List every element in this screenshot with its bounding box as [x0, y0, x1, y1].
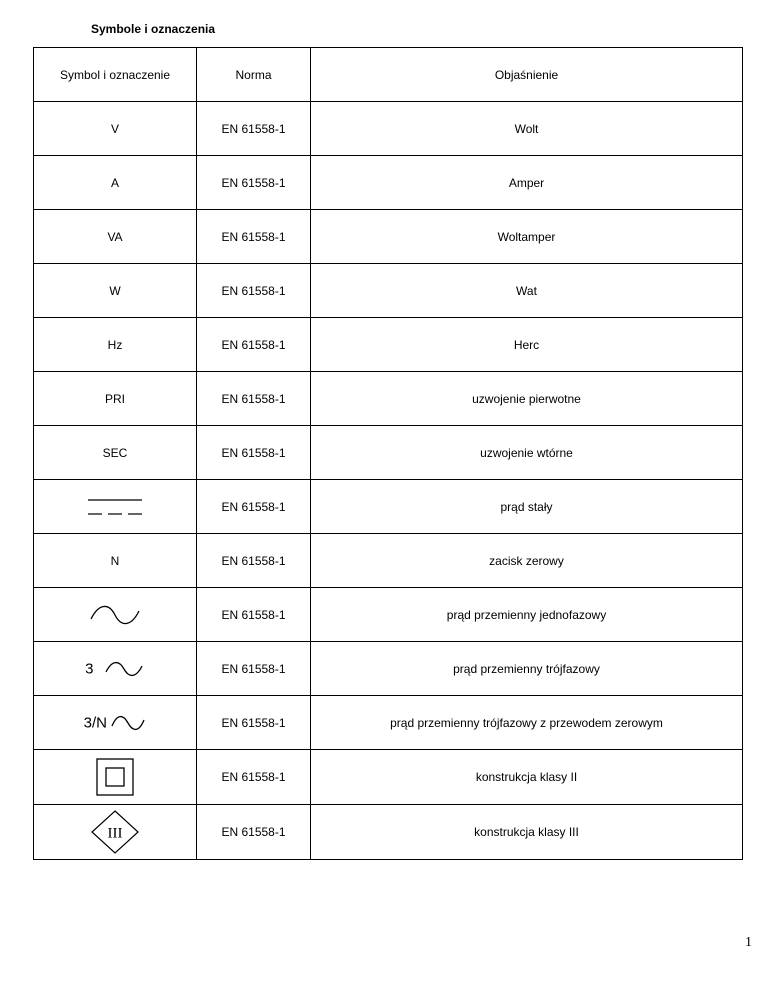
symbol-cell [34, 588, 197, 642]
symbol-cell [34, 805, 197, 860]
symbol-cell [34, 534, 197, 588]
class-iii-diamond-icon [90, 809, 140, 855]
symbol-cell [34, 480, 197, 534]
table-row [34, 426, 743, 480]
page-number: 1 [745, 935, 752, 950]
norm-cell: EN 61558-1 [197, 480, 311, 534]
header-symbol: Symbol i oznaczenie [34, 48, 197, 102]
norm-cell: EN 61558-1 [197, 426, 311, 480]
description-cell: uzwojenie pierwotne [311, 372, 743, 426]
symbol-cell [34, 102, 197, 156]
description-cell: prąd stały [311, 480, 743, 534]
symbol-cell [34, 750, 197, 805]
table-row [34, 156, 743, 210]
symbol-text: VA [107, 229, 123, 244]
norm-cell: EN 61558-1 [197, 750, 311, 805]
symbol-text: N [110, 553, 120, 568]
ac-sine-icon [103, 658, 145, 680]
symbol-cell [34, 372, 197, 426]
norm-cell: EN 61558-1 [197, 156, 311, 210]
description-cell: Wat [311, 264, 743, 318]
norm-cell: EN 61558-1 [197, 318, 311, 372]
symbol-text: Hz [107, 337, 123, 352]
norm-cell: EN 61558-1 [197, 372, 311, 426]
description-cell: Amper [311, 156, 743, 210]
header-description: Objaśnienie [311, 48, 743, 102]
norm-cell: EN 61558-1 [197, 642, 311, 696]
description-cell: konstrukcja klasy II [311, 750, 743, 805]
table-row [34, 102, 743, 156]
norm-cell: EN 61558-1 [197, 264, 311, 318]
symbol-cell [34, 426, 197, 480]
description-cell: prąd przemienny trójfazowy z przewodem zerowym [311, 696, 743, 750]
class-ii-icon [95, 757, 135, 797]
description-cell: konstrukcja klasy III [311, 805, 743, 860]
description-cell: prąd przemienny jednofazowy [311, 588, 743, 642]
norm-cell: EN 61558-1 [197, 588, 311, 642]
symbol-text: V [110, 121, 119, 136]
norm-cell: EN 61558-1 [197, 534, 311, 588]
description-cell: zacisk zerowy [311, 534, 743, 588]
symbol-cell [34, 210, 197, 264]
table-row [34, 264, 743, 318]
symbol-cell [34, 642, 197, 696]
table-row [34, 750, 743, 805]
dc-symbol-icon [85, 495, 145, 519]
description-cell: uzwojenie wtórne [311, 426, 743, 480]
table-row [34, 534, 743, 588]
symbol-text: A [110, 175, 119, 190]
norm-cell: EN 61558-1 [197, 102, 311, 156]
description-cell: Woltamper [311, 210, 743, 264]
symbol-prefix: 3/N [83, 714, 107, 731]
description-cell: Wolt [311, 102, 743, 156]
symbol-text: PRI [104, 391, 125, 406]
description-cell: Herc [311, 318, 743, 372]
ac-sine-icon [110, 712, 146, 734]
table-row [34, 588, 743, 642]
page-heading: Symbole i oznaczenia [91, 22, 216, 36]
norm-cell: EN 61558-1 [197, 805, 311, 860]
norm-cell: EN 61558-1 [197, 696, 311, 750]
class-iii-label: III [107, 825, 123, 842]
symbol-text: W [109, 283, 121, 298]
table-row [34, 372, 743, 426]
symbol-cell [34, 696, 197, 750]
table-row [34, 805, 743, 860]
table-row [34, 318, 743, 372]
table-row [34, 480, 743, 534]
norm-cell: EN 61558-1 [197, 210, 311, 264]
table-header-row [34, 48, 743, 102]
symbol-cell [34, 318, 197, 372]
symbol-prefix: 3 [85, 660, 94, 677]
description-cell: prąd przemienny trójfazowy [311, 642, 743, 696]
symbol-cell [34, 156, 197, 210]
symbol-text: SEC [102, 445, 128, 460]
table-row [34, 210, 743, 264]
table-row [34, 642, 743, 696]
ac-sine-icon [87, 602, 143, 628]
table-row [34, 696, 743, 750]
symbol-cell [34, 264, 197, 318]
header-norm: Norma [197, 48, 311, 102]
symbols-table [33, 47, 743, 860]
